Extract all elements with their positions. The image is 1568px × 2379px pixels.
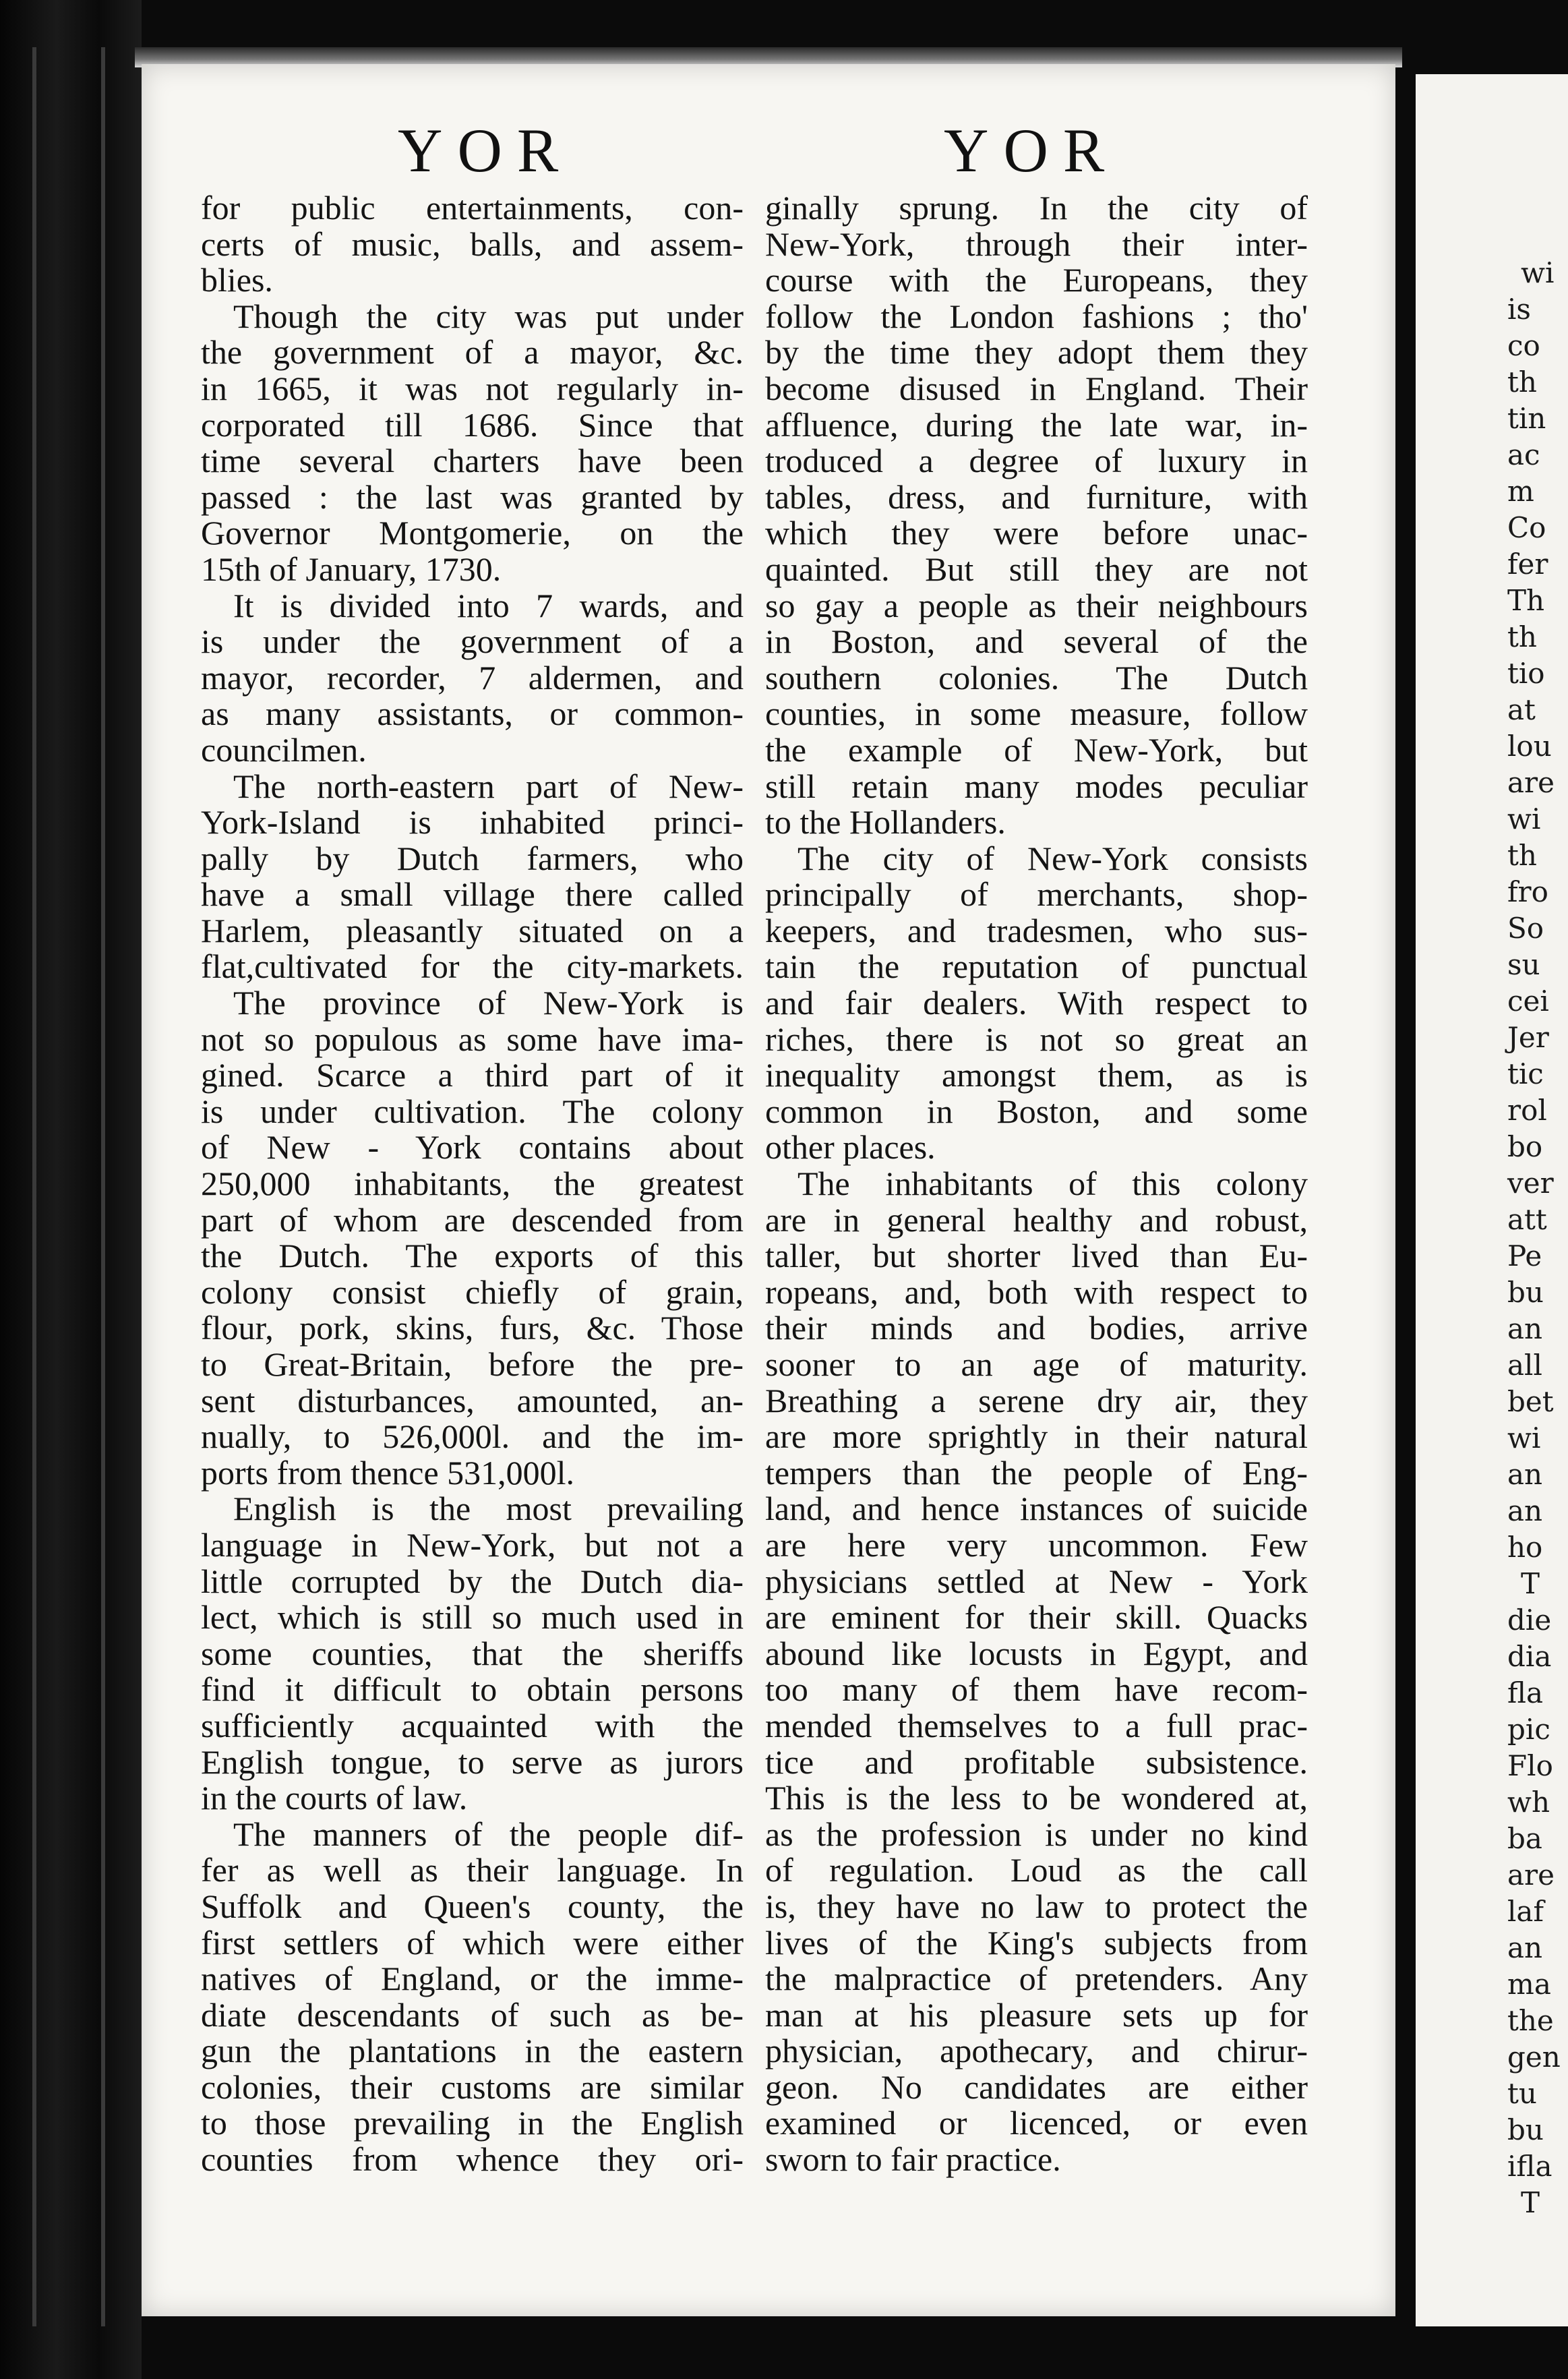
facing-page-word: fla	[1507, 1676, 1544, 1709]
facing-page-word: bet	[1507, 1385, 1554, 1418]
text-line: man at his pleasure sets up for	[765, 1995, 1308, 2034]
text-line: Though the city was put under	[233, 297, 744, 335]
text-line: southern colonies. The Dutch	[765, 658, 1308, 697]
text-line: is under cultivation. The colony	[201, 1092, 744, 1130]
text-line: This is the less to be wondered at,	[765, 1779, 1308, 1817]
facing-page-word: T	[1521, 1567, 1540, 1600]
facing-page-word: th	[1507, 839, 1537, 872]
text-line: as the profession is under no kind	[765, 1815, 1308, 1853]
text-line: follow the London fashions ; tho'	[765, 297, 1308, 335]
text-line: ports from thence 531,000l.	[201, 1453, 575, 1492]
facing-page-word: cei	[1507, 985, 1549, 1018]
text-line: troduced a degree of luxury in	[765, 442, 1308, 480]
text-line: counties, in some measure, follow	[765, 695, 1308, 733]
text-line: for public entertainments, con-	[201, 189, 744, 227]
text-line: part of whom are descended from	[201, 1200, 744, 1239]
facing-page-word: att	[1507, 1203, 1547, 1236]
text-line: have a small village there called	[201, 875, 744, 914]
facing-page-word: Th	[1507, 584, 1545, 617]
text-line: riches, there is not so great an	[765, 1020, 1308, 1058]
running-head-right: YOR	[944, 116, 1120, 185]
text-line: physicians settled at New - York	[765, 1562, 1308, 1600]
text-line: pally by Dutch farmers, who	[201, 839, 744, 877]
text-line: mended themselves to a full prac-	[765, 1706, 1308, 1744]
facing-page-word: co	[1507, 329, 1540, 362]
text-line: land, and hence instances of suicide	[765, 1490, 1308, 1528]
facing-page-word: gen	[1507, 2040, 1561, 2074]
facing-page-word: bu	[1507, 2113, 1544, 2146]
text-line: in 1665, it was not regularly in-	[201, 369, 744, 407]
text-line: The north-eastern part of New-	[233, 767, 744, 805]
text-line: Breathing a serene dry air, they	[765, 1381, 1308, 1419]
text-line: common in Boston, and some	[765, 1092, 1308, 1130]
text-line: certs of music, balls, and assem-	[201, 225, 744, 263]
text-line: taller, but shorter lived than Eu-	[765, 1237, 1308, 1275]
facing-page-word: ba	[1507, 1822, 1542, 1855]
text-line: language in New-York, but not a	[201, 1525, 744, 1564]
text-line: It is divided into 7 wards, and	[233, 586, 744, 624]
text-line: find it difficult to obtain persons	[201, 1670, 744, 1709]
text-line: The manners of the people dif-	[233, 1815, 744, 1853]
text-line: are eminent for their skill. Quacks	[765, 1598, 1308, 1637]
text-line: sufficiently acquainted with the	[201, 1706, 744, 1744]
text-line: Governor Montgomerie, on the	[201, 514, 744, 552]
facing-page-word: ma	[1507, 1968, 1551, 2001]
text-line: are in general healthy and robust,	[765, 1200, 1308, 1239]
text-line: is under the government of a	[201, 622, 744, 661]
text-line: inequality amongst them, as is	[765, 1056, 1308, 1094]
text-line: keepers, and tradesmen, who sus-	[765, 911, 1308, 949]
facing-page-word: th	[1507, 620, 1537, 653]
text-line: 250,000 inhabitants, the greatest	[201, 1165, 744, 1203]
facing-page-word: bo	[1507, 1130, 1543, 1163]
text-line: blies.	[201, 261, 273, 299]
facing-page-word: rol	[1507, 1094, 1547, 1127]
text-line: flat,cultivated for the city-markets.	[201, 947, 744, 986]
text-line: sooner to an age of maturity.	[765, 1345, 1308, 1383]
facing-page-word: th	[1507, 365, 1537, 399]
text-line: corporated till 1686. Since that	[201, 405, 744, 444]
text-line: abound like locusts in Egypt, and	[765, 1634, 1308, 1672]
text-line: lect, which is still so much used in	[201, 1598, 744, 1637]
facing-page-word: su	[1507, 948, 1540, 981]
facing-page-word: wi	[1507, 802, 1541, 835]
text-line: tain the reputation of punctual	[765, 947, 1308, 986]
facing-page-word: an	[1507, 1931, 1543, 1964]
text-line: the malpractice of pretenders. Any	[765, 1960, 1308, 1998]
text-line: time several charters have been	[201, 442, 744, 480]
text-line: so gay a people as their neighbours	[765, 586, 1308, 624]
text-line: examined or licenced, or even	[765, 2104, 1308, 2142]
text-line: diate descendants of such as be-	[201, 1995, 744, 2034]
facing-page-word: bu	[1507, 1276, 1544, 1309]
facing-page-word: an	[1507, 1312, 1543, 1345]
text-line: to those prevailing in the English	[201, 2104, 744, 2142]
text-line: the Dutch. The exports of this	[201, 1237, 744, 1275]
facing-page-word: are	[1507, 766, 1555, 799]
spine-edge-line	[32, 47, 36, 2326]
facing-page-word: ifla	[1507, 2150, 1552, 2183]
text-line: not so populous as some have ima-	[201, 1020, 744, 1058]
text-line: The province of New-York is	[233, 984, 744, 1022]
text-line: principally of merchants, shop-	[765, 875, 1308, 914]
right-text-column	[765, 190, 1308, 2178]
facing-page-word: T	[1521, 2186, 1540, 2219]
text-line: to the Hollanders.	[765, 803, 1006, 842]
facing-page-word: fer	[1507, 548, 1548, 581]
text-line: affluence, during the late war, in-	[765, 405, 1308, 444]
text-line: are here very uncommon. Few	[765, 1525, 1308, 1564]
facing-page-word: the	[1507, 2004, 1554, 2037]
text-line: English tongue, to serve as jurors	[201, 1742, 744, 1781]
text-line: by the time they adopt them they	[765, 333, 1308, 372]
text-line: and fair dealers. With respect to	[765, 984, 1308, 1022]
facing-page-word: ver	[1507, 1167, 1554, 1200]
text-line: York-Island is inhabited princi-	[201, 803, 744, 842]
facing-page-word: dia	[1507, 1640, 1552, 1673]
text-line: their minds and bodies, arrive	[765, 1309, 1308, 1347]
text-line: other places.	[765, 1128, 936, 1167]
facing-page-word: tu	[1507, 2077, 1537, 2110]
text-line: ginally sprung. In the city of	[765, 189, 1308, 227]
text-line: fer as well as their language. In	[201, 1851, 744, 1889]
facing-page-word: Jer	[1507, 1021, 1549, 1054]
facing-page-word: die	[1507, 1604, 1552, 1637]
facing-page-fragment	[1416, 74, 1568, 2326]
facing-page-word: ac	[1507, 438, 1540, 471]
facing-page-word: fro	[1507, 875, 1548, 908]
text-line: passed : the last was granted by	[201, 477, 744, 516]
text-line: New-York, through their inter-	[765, 225, 1308, 263]
facing-page-word: all	[1507, 1349, 1542, 1382]
facing-page-word: wh	[1507, 1786, 1550, 1819]
text-line: lives of the King's subjects from	[765, 1923, 1308, 1962]
facing-page-word: wi	[1521, 256, 1555, 289]
facing-page-word: m	[1507, 475, 1534, 508]
facing-page-word: Flo	[1507, 1749, 1553, 1782]
text-line: ropeans, and, both with respect to	[765, 1272, 1308, 1311]
text-line: flour, pork, skins, furs, &c. Those	[201, 1309, 744, 1347]
text-line: to Great-Britain, before the pre-	[201, 1345, 744, 1383]
text-line: The city of New-York consists	[797, 839, 1308, 877]
text-line: quainted. But still they are not	[765, 550, 1308, 588]
text-line: sworn to fair practice.	[765, 2140, 1061, 2179]
facing-page-word: wi	[1507, 1421, 1541, 1455]
facing-page-word: an	[1507, 1494, 1543, 1527]
facing-page-word: tio	[1507, 657, 1545, 690]
text-line: mayor, recorder, 7 aldermen, and	[201, 658, 744, 697]
text-line: which they were before unac-	[765, 514, 1308, 552]
facing-page-word: lou	[1507, 730, 1552, 763]
text-line: little corrupted by the Dutch dia-	[201, 1562, 744, 1600]
text-line: become disused in England. Their	[765, 369, 1308, 407]
text-line: gined. Scarce a third part of it	[201, 1056, 744, 1094]
text-line: gun the plantations in the eastern	[201, 2032, 744, 2070]
facing-page-word: is	[1507, 293, 1531, 326]
facing-page-word: laf	[1507, 1895, 1544, 1928]
text-line: The inhabitants of this colony	[797, 1165, 1308, 1203]
text-line: nually, to 526,000l. and the im-	[201, 1417, 744, 1456]
text-line: first settlers of which were either	[201, 1923, 744, 1962]
facing-page-word: Co	[1507, 511, 1546, 544]
left-text-column	[201, 190, 744, 2178]
text-line: tables, dress, and furniture, with	[765, 477, 1308, 516]
text-line: physician, apothecary, and chirur-	[765, 2032, 1308, 2070]
facing-page-word: So	[1507, 912, 1544, 945]
text-line: colonies, their customs are similar	[201, 2067, 744, 2106]
text-line: in Boston, and several of the	[765, 622, 1308, 661]
text-line: still retain many modes peculiar	[765, 767, 1308, 805]
facing-page-word: Pe	[1507, 1239, 1542, 1272]
text-line: some counties, that the sheriffs	[201, 1634, 744, 1672]
text-line: the government of a mayor, &c.	[201, 333, 744, 372]
text-line: in the courts of law.	[201, 1779, 468, 1817]
text-line: tice and profitable subsistence.	[765, 1742, 1308, 1781]
text-line: are more sprightly in their natural	[765, 1417, 1308, 1456]
facing-page-word: an	[1507, 1458, 1543, 1491]
facing-page-word: at	[1507, 693, 1536, 726]
text-line: natives of England, or the imme-	[201, 1960, 744, 1998]
facing-page-word: tic	[1507, 1057, 1544, 1090]
running-head-left: YOR	[398, 116, 574, 185]
text-line: Harlem, pleasantly situated on a	[201, 911, 744, 949]
text-line: Suffolk and Queen's county, the	[201, 1887, 744, 1925]
text-line: as many assistants, or common-	[201, 695, 744, 733]
facing-page-word: pic	[1507, 1713, 1550, 1746]
text-line: course with the Europeans, they	[765, 261, 1308, 299]
text-line: the example of New-York, but	[765, 730, 1308, 769]
text-line: councilmen.	[201, 730, 367, 769]
spine-edge-line	[101, 47, 105, 2326]
text-line: of New - York contains about	[201, 1128, 744, 1167]
text-line: tempers than the people of Eng-	[765, 1453, 1308, 1492]
facing-page-word: tin	[1507, 402, 1546, 435]
text-line: sent disturbances, amounted, an-	[201, 1381, 744, 1419]
text-line: too many of them have recom-	[765, 1670, 1308, 1709]
text-line: 15th of January, 1730.	[201, 550, 502, 588]
text-line: English is the most prevailing	[233, 1490, 744, 1528]
text-line: is, they have no law to protect the	[765, 1887, 1308, 1925]
facing-page-word: are	[1507, 1858, 1555, 1891]
text-line: of regulation. Loud as the call	[765, 1851, 1308, 1889]
text-line: colony consist chiefly of grain,	[201, 1272, 744, 1311]
book-spine	[0, 0, 142, 2379]
text-line: counties from whence they ori-	[201, 2140, 744, 2179]
text-line: geon. No candidates are either	[765, 2067, 1308, 2106]
facing-page-word: ho	[1507, 1531, 1543, 1564]
